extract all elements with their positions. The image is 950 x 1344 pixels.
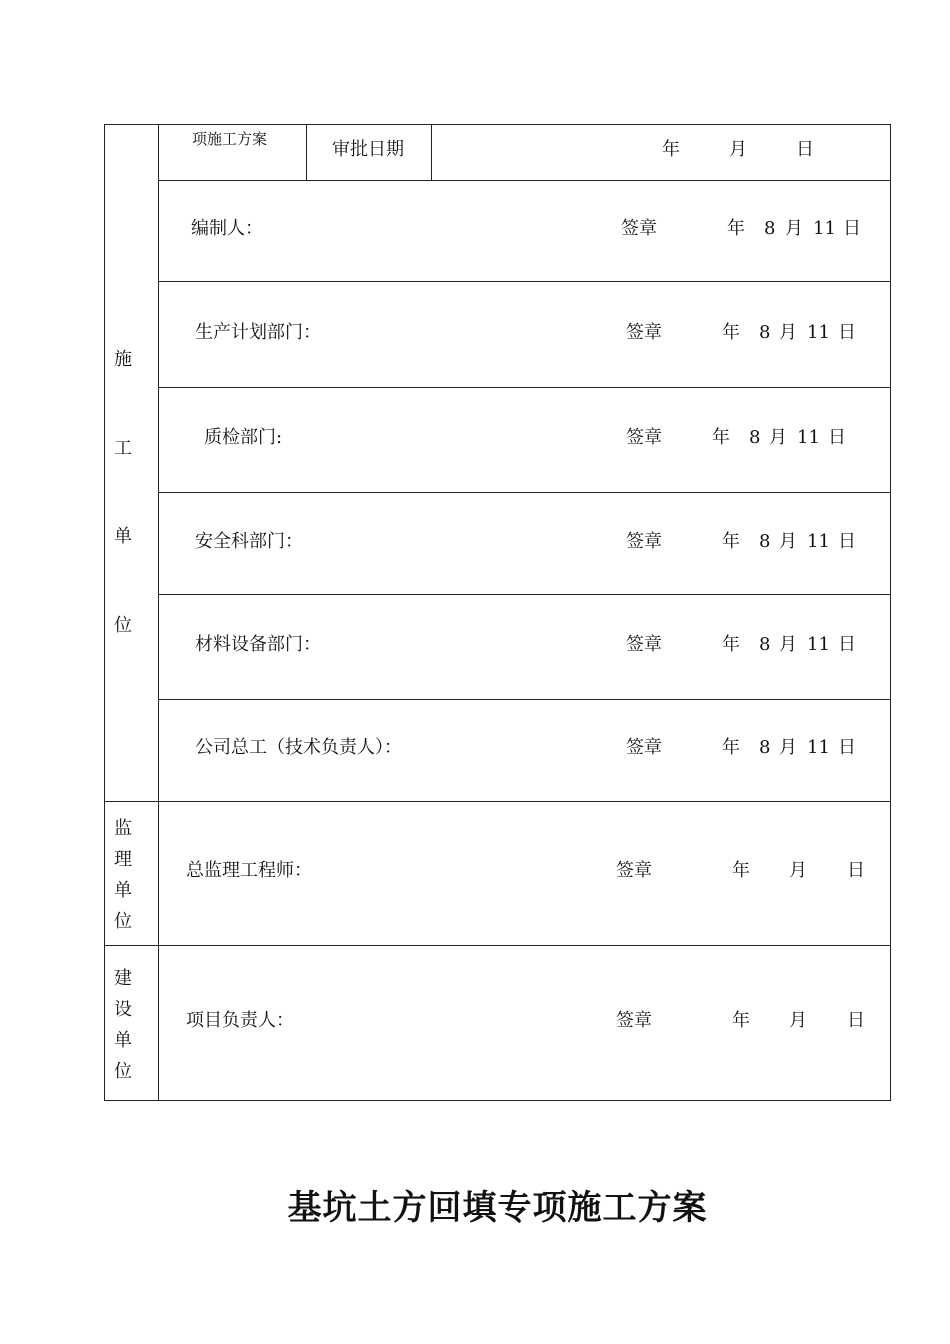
month-value: 8 (759, 737, 771, 758)
year-label: 年 (722, 634, 740, 655)
year-label: 年 (732, 860, 750, 881)
month-label: 月 (789, 860, 807, 881)
day-label: 日 (838, 322, 856, 343)
row-divider (158, 594, 891, 595)
header-cell-divider (306, 124, 307, 180)
table-bottom-border (104, 1100, 891, 1101)
day-value: 11 (797, 427, 820, 448)
day-value: 11 (807, 634, 830, 655)
day-label: 日 (828, 427, 846, 448)
year-label: 年 (712, 427, 730, 448)
role-label: 总监理工程师： (186, 860, 312, 881)
day-value: 11 (807, 322, 830, 343)
month-label: 月 (789, 1010, 807, 1031)
month-label: 月 (785, 218, 803, 239)
month-value: 8 (759, 634, 771, 655)
label-column-divider (158, 124, 159, 1101)
role-label: 安全科部门： (195, 531, 303, 552)
month-value: 8 (749, 427, 761, 448)
year-label: 年 (722, 322, 740, 343)
approval-year-label: 年 (662, 139, 680, 160)
seal-label: 签章 (626, 634, 662, 655)
supervision-unit-label: 监 理 单 位 (114, 818, 132, 932)
day-value: 11 (807, 531, 830, 552)
approval-day-label: 日 (796, 139, 814, 160)
table-right-border (890, 124, 891, 1101)
year-label: 年 (727, 218, 745, 239)
month-label: 月 (779, 737, 797, 758)
month-label: 月 (779, 322, 797, 343)
section-divider (104, 801, 891, 802)
day-label: 日 (838, 737, 856, 758)
seal-label: 签章 (626, 322, 662, 343)
day-label: 日 (847, 860, 865, 881)
month-label: 月 (779, 634, 797, 655)
role-label: 公司总工（技术负责人）： (195, 737, 402, 758)
day-label: 日 (843, 218, 861, 239)
seal-label: 签章 (626, 531, 662, 552)
seal-label: 签章 (616, 1010, 652, 1031)
row-divider (158, 492, 891, 493)
approval-date-label: 审批日期 (332, 139, 404, 160)
row-divider (158, 180, 891, 181)
row-divider (158, 699, 891, 700)
role-label: 质检部门: (204, 427, 283, 448)
month-label: 月 (779, 531, 797, 552)
seal-label: 签章 (626, 737, 662, 758)
year-label: 年 (722, 531, 740, 552)
table-top-border (104, 124, 891, 125)
section-divider (104, 945, 891, 946)
month-label: 月 (769, 427, 787, 448)
table-left-border (104, 124, 105, 1101)
day-label: 日 (838, 531, 856, 552)
year-label: 年 (722, 737, 740, 758)
document-title: 基坑土方回填专项施工方案 (287, 1188, 708, 1228)
approval-month-label: 月 (729, 139, 747, 160)
owner-unit-label: 建 设 单 位 (114, 968, 132, 1082)
year-label: 年 (732, 1010, 750, 1031)
role-label: 编制人： (191, 218, 263, 239)
month-value: 8 (764, 218, 776, 239)
row-divider (158, 387, 891, 388)
plan-name-fragment: 项施工方案 (192, 130, 268, 148)
construction-unit-label: 施 工 单 位 (114, 349, 132, 636)
month-value: 8 (759, 322, 771, 343)
seal-label: 签章 (621, 218, 657, 239)
day-label: 日 (838, 634, 856, 655)
seal-label: 签章 (626, 427, 662, 448)
header-cell-divider (431, 124, 432, 180)
month-value: 8 (759, 531, 771, 552)
role-label: 生产计划部门： (195, 322, 321, 343)
role-label: 项目负责人： (186, 1010, 294, 1031)
seal-label: 签章 (616, 860, 652, 881)
day-value: 11 (813, 218, 836, 239)
day-label: 日 (847, 1010, 865, 1031)
role-label: 材料设备部门： (195, 634, 321, 655)
row-divider (158, 281, 891, 282)
day-value: 11 (807, 737, 830, 758)
